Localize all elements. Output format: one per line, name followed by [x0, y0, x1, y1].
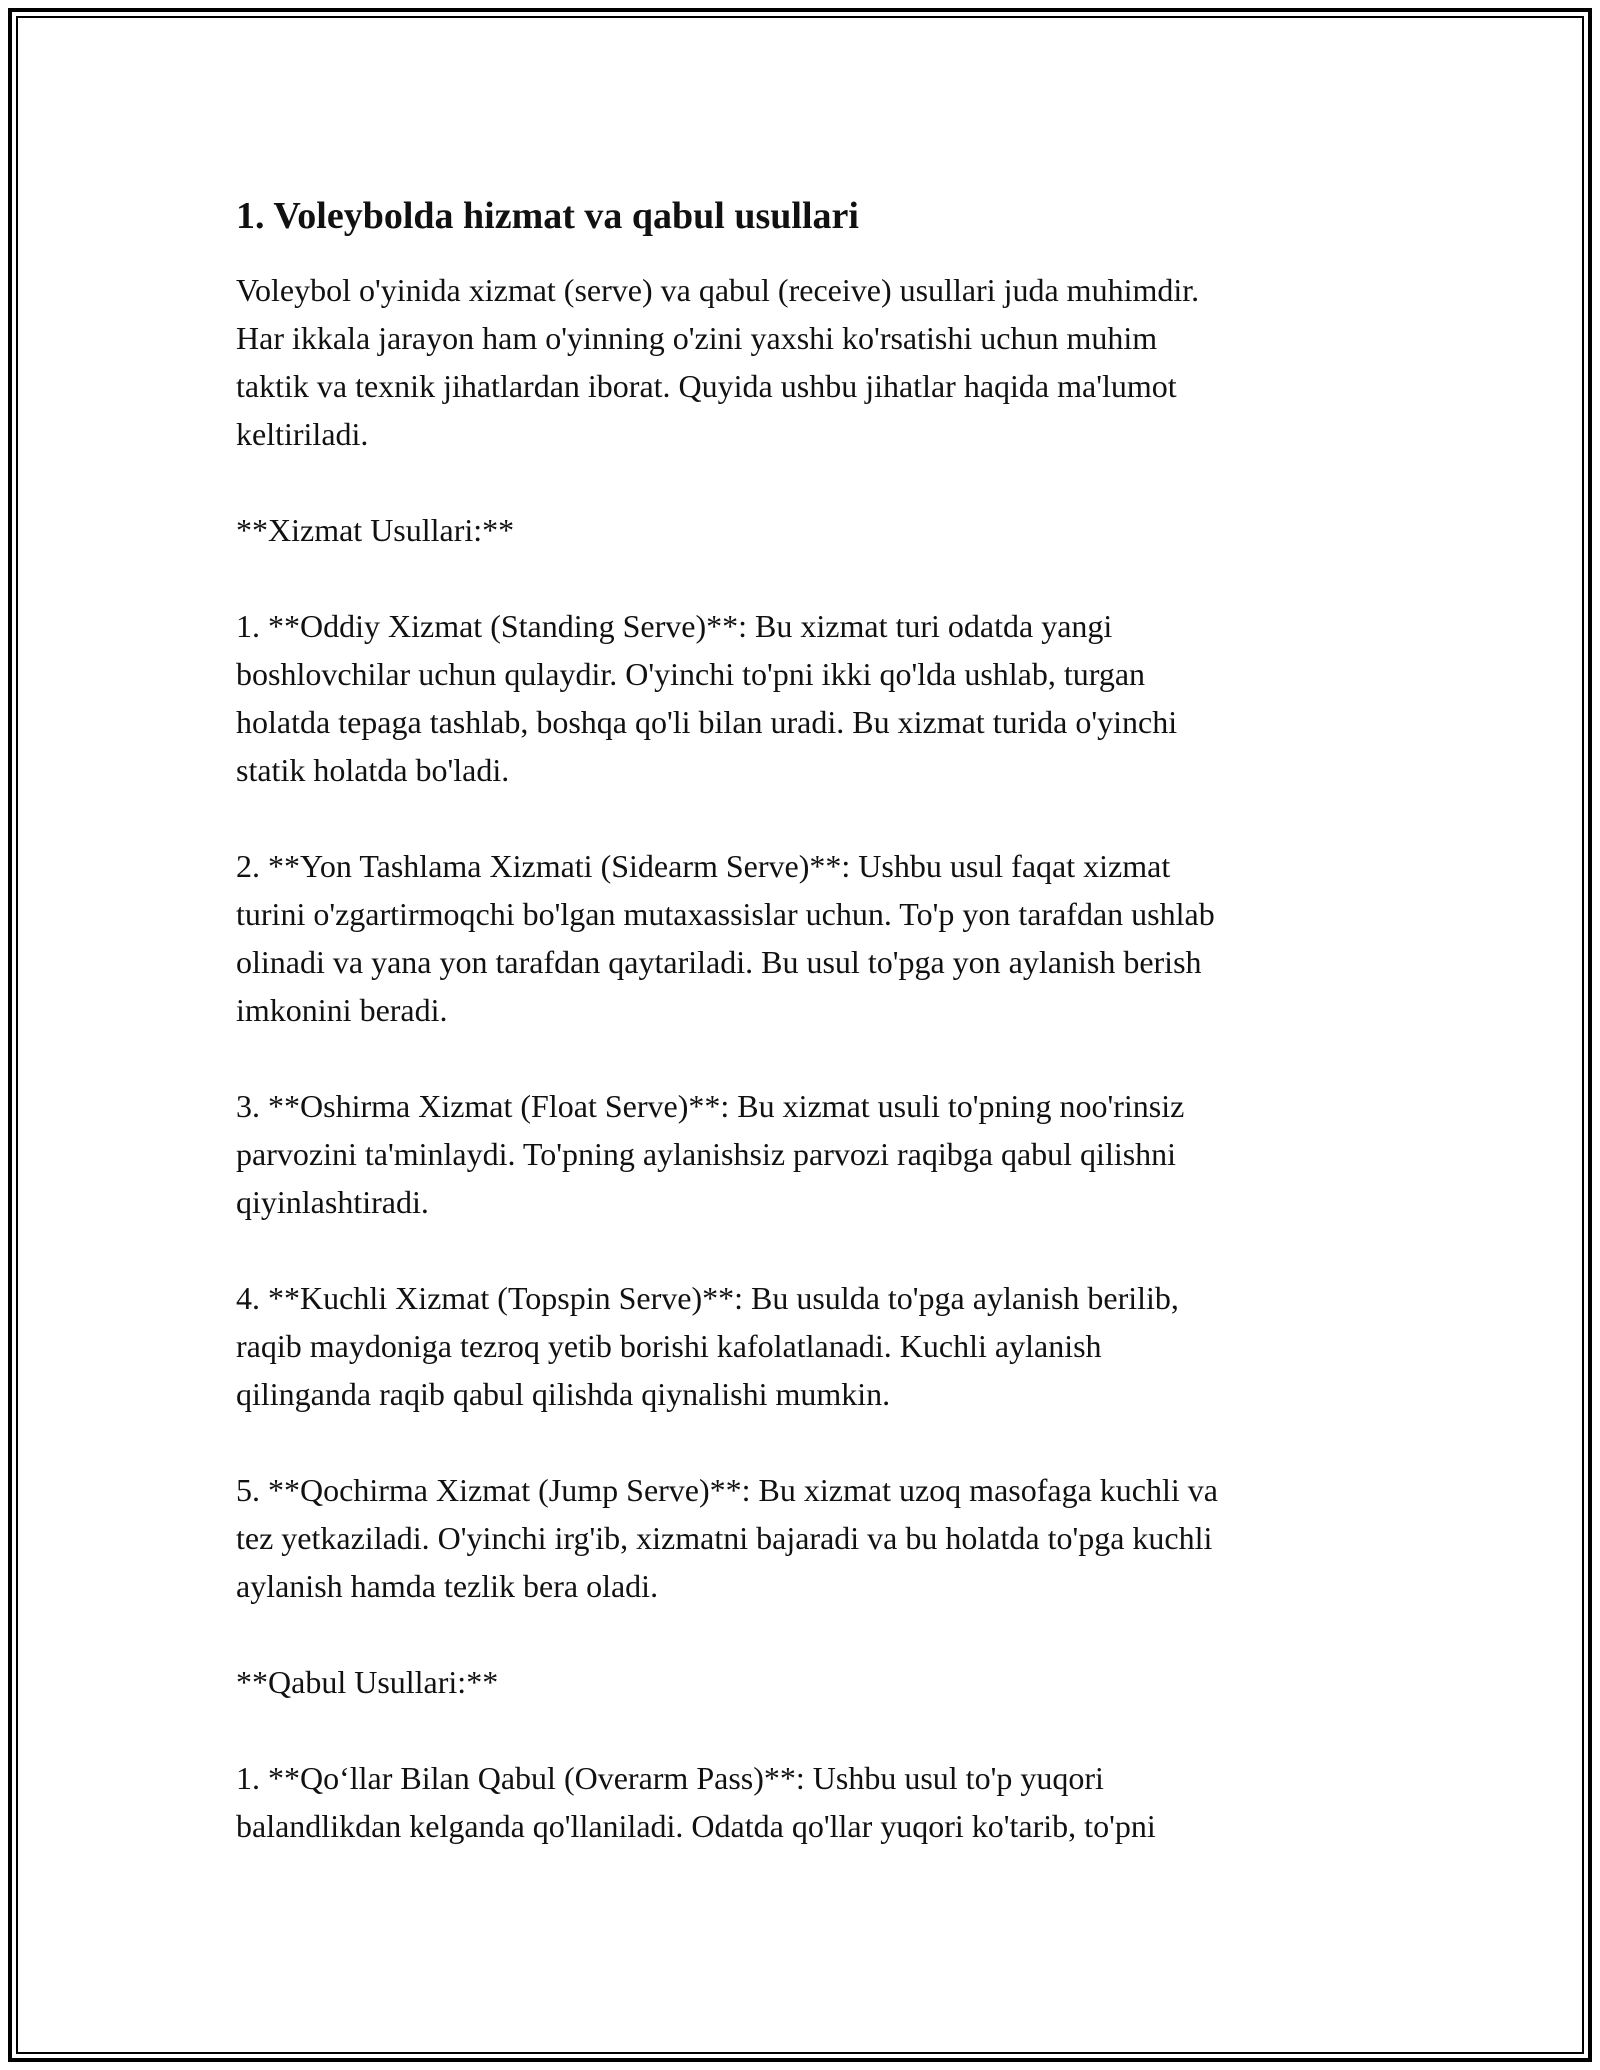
document-body	[236, 192, 1366, 1850]
list-item-sidearm-serve: 2. **Yon Tashlama Xizmati (Sidearm Serve)**: Ushbu usul faqat xizmat turini o'zgartirmoqchi bo'lgan mutaxassislar uchun. To'p yon tarafdan ushlab olinadi va yana yon tarafdan qaytariladi. Bu usul to'pga yon aylanish berish imkonini beradi.	[236, 848, 1215, 1028]
list-item-jump-serve: 5. **Qochirma Xizmat (Jump Serve)**: Bu xizmat uzoq masofaga kuchli va tez yetkaziladi. O'yinchi irg'ib, xizmatni bajaradi va bu holatda to'pga kuchli aylanish hamda tezlik bera oladi.	[236, 1472, 1218, 1604]
document-title: 1. Voleybolda hizmat va qabul usullari	[236, 195, 859, 237]
section-heading-serve-methods: **Xizmat Usullari:**	[236, 512, 515, 548]
list-item-float-serve: 3. **Oshirma Xizmat (Float Serve)**: Bu xizmat usuli to'pning noo'rinsiz parvozini ta'minlaydi. To'pning aylanishsiz parvozi raqibga qabul qilishni qiyinlashtiradi.	[236, 1088, 1185, 1220]
section-heading-receive-methods: **Qabul Usullari:**	[236, 1664, 499, 1700]
intro-paragraph: Voleybol o'yinida xizmat (serve) va qabul (receive) usullari juda muhimdir. Har ikkala jarayon ham o'yinning o'zini yaxshi ko'rsatishi uchun muhim taktik va texnik jihatlardan iborat. Quyida ushbu jihatlar haqida ma'lumot keltiriladi.	[236, 272, 1200, 452]
list-item-topspin-serve: 4. **Kuchli Xizmat (Topspin Serve)**: Bu usulda to'pga aylanish berilib, raqib maydoniga tezroq yetib borishi kafolatlanadi. Kuchli aylanish qilinganda raqib qabul qilishda qiynalishi mumkin.	[236, 1280, 1179, 1412]
list-item-standing-serve: 1. **Oddiy Xizmat (Standing Serve)**: Bu xizmat turi odatda yangi boshlovchilar uchun qulaydir. O'yinchi to'pni ikki qo'lda ushlab, turgan holatda tepaga tashlab, boshqa qo'li bilan uradi. Bu xizmat turida o'yinchi statik holatda bo'ladi.	[236, 608, 1178, 788]
list-item-overarm-pass: 1. **Qoʻllar Bilan Qabul (Overarm Pass)**: Ushbu usul to'p yuqori balandlikdan kelganda qo'llaniladi. Odatda qo'llar yuqori ko'tarib, to'pni	[236, 1760, 1156, 1844]
